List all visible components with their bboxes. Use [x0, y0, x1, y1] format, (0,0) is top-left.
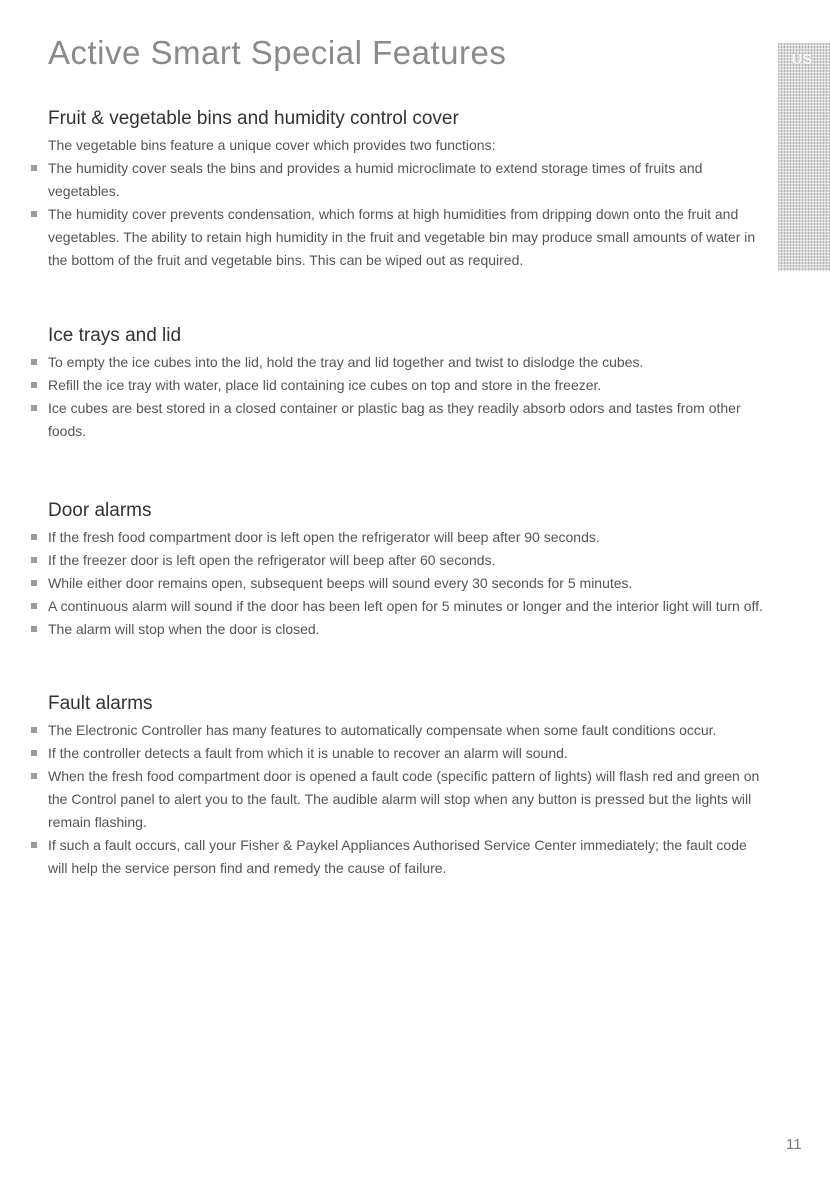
list-item	[48, 351, 768, 374]
language-tab-label: US	[791, 51, 813, 68]
bullet-icon	[31, 842, 37, 848]
list-item	[48, 397, 768, 443]
list-item	[48, 742, 768, 765]
list-item	[48, 157, 768, 203]
list-item	[48, 719, 768, 742]
bullet-icon	[31, 750, 37, 756]
list-item-text: The humidity cover prevents condensation, which forms at high humidities from dripping down onto the fruit and vegetables. The ability to retain high humidity in the fruit and vegetable bin may produce small amounts of water in the bottom of the fruit and vegetable bins. This can be wiped out as required.	[48, 206, 756, 268]
bullet-icon	[31, 727, 37, 733]
list-item-text: While either door remains open, subsequent beeps will sound every 30 seconds for 5 minutes.	[48, 575, 633, 591]
bullet-icon	[31, 211, 37, 217]
bullet-icon	[31, 773, 37, 779]
bullet-icon	[31, 603, 37, 609]
list-item	[48, 549, 768, 572]
list-item-text: Refill the ice tray with water, place lid containing ice cubes on top and store in the freezer.	[48, 377, 602, 393]
section-intro-fruit-bins: The vegetable bins feature a unique cover which provides two functions:	[48, 137, 496, 153]
bullet-icon	[31, 626, 37, 632]
bullet-icon	[31, 405, 37, 411]
list-item	[48, 203, 768, 272]
page-title: Active Smart Special Features	[48, 34, 507, 71]
section-fault-alarms	[48, 693, 768, 880]
list-item-text: A continuous alarm will sound if the door has been left open for 5 minutes or longer and the interior light will turn off.	[48, 598, 763, 614]
list-item-text: To empty the ice cubes into the lid, hold the tray and lid together and twist to dislodge the cubes.	[48, 354, 644, 370]
bullet-icon	[31, 359, 37, 365]
section-heading-ice-trays: Ice trays and lid	[48, 325, 182, 346]
language-tab	[778, 43, 830, 271]
section-heading-fruit-bins: Fruit & vegetable bins and humidity control cover	[48, 108, 459, 129]
list-item	[48, 374, 768, 397]
section-ice-trays	[48, 325, 768, 443]
page-number: 11	[786, 1136, 802, 1153]
bullet-icon	[31, 534, 37, 540]
list-item-text: If the fresh food compartment door is left open the refrigerator will beep after 90 seconds.	[48, 529, 600, 545]
section-door-alarms	[48, 500, 768, 641]
list-item	[48, 526, 768, 549]
section-heading-fault-alarms: Fault alarms	[48, 693, 153, 714]
bullet-icon	[31, 165, 37, 171]
list-item	[48, 572, 768, 595]
fruit-bins-list	[48, 157, 768, 272]
list-item	[48, 618, 768, 641]
list-item-text: If the freezer door is left open the refrigerator will beep after 60 seconds.	[48, 552, 496, 568]
bullet-icon	[31, 382, 37, 388]
list-item-text: If the controller detects a fault from which it is unable to recover an alarm will sound.	[48, 745, 568, 761]
list-item-text: When the fresh food compartment door is opened a fault code (specific pattern of lights) will flash red and green on the Control panel to alert you to the fault. The audible alarm will stop when any button is pressed but the lights will remain flashing.	[48, 768, 760, 830]
list-item-text: Ice cubes are best stored in a closed container or plastic bag as they readily absorb odors and tastes from other foods.	[48, 400, 741, 439]
list-item	[48, 595, 768, 618]
list-item-text: The Electronic Controller has many features to automatically compensate when some fault conditions occur.	[48, 722, 717, 738]
list-item	[48, 834, 768, 880]
ice-trays-list	[48, 351, 768, 443]
list-item-text: The humidity cover seals the bins and provides a humid microclimate to extend storage times of fruits and vegetables.	[48, 160, 703, 199]
list-item-text: If such a fault occurs, call your Fisher & Paykel Appliances Authorised Service Center immediately; the fault code will help the service person find and remedy the cause of failure.	[48, 837, 747, 876]
list-item-text: The alarm will stop when the door is closed.	[48, 621, 320, 637]
door-alarms-list	[48, 526, 768, 641]
section-fruit-vegetable-bins	[48, 108, 768, 272]
list-item	[48, 765, 768, 834]
fault-alarms-list	[48, 719, 768, 880]
bullet-icon	[31, 557, 37, 563]
section-heading-door-alarms: Door alarms	[48, 500, 152, 521]
bullet-icon	[31, 580, 37, 586]
